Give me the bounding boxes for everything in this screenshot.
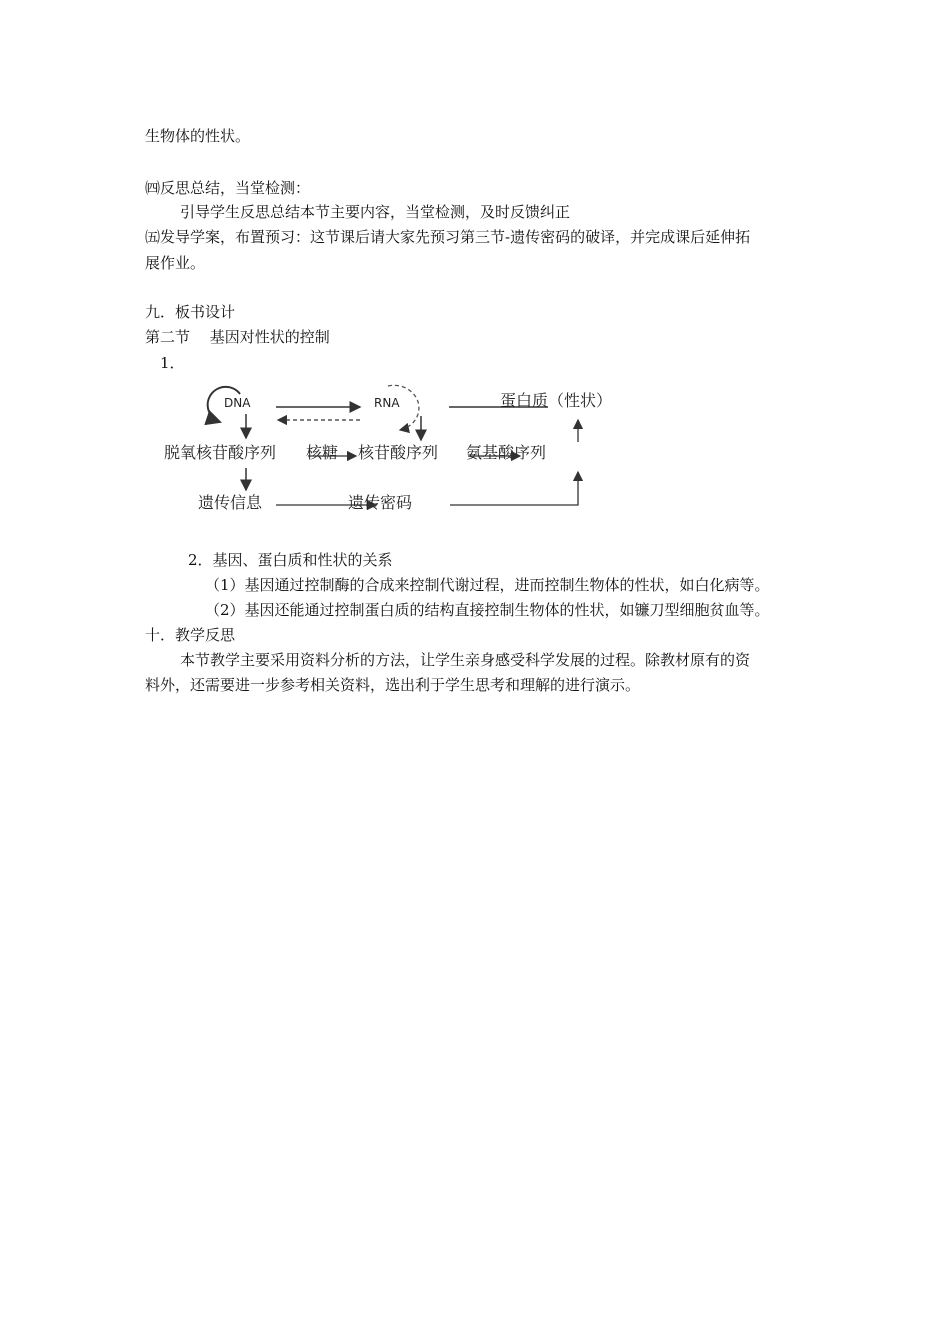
ribosome-label: 核糖: [306, 443, 339, 462]
section-ten-heading: 十．教学反思: [145, 626, 236, 644]
rna-label: RNA: [374, 396, 400, 410]
nucleotide-seq-label: 核苷酸序列: [358, 443, 439, 462]
gene-expression-diagram: [150, 372, 630, 522]
relation-point-2: （2）基因还能通过控制蛋白质的结构直接控制生物体的性状，如镰刀型细胞贫血等。: [205, 601, 770, 619]
relation-point-1: （1）基因通过控制酶的合成来控制代谢过程，进而控制生物体的性状，如白化病等。: [205, 576, 770, 594]
section-four-heading: ㈣反思总结，当堂检测：: [145, 179, 311, 197]
genetic-code-label: 遗传密码: [348, 493, 413, 512]
dna-label: DNA: [224, 396, 251, 410]
amino-acid-seq-label: 氨基酸序列: [466, 443, 547, 462]
section-nine-heading: 九．板书设计: [145, 303, 236, 321]
text-line-1: 生物体的性状。: [145, 127, 251, 145]
item-1-number: 1．: [160, 354, 185, 372]
lesson-title: 第二节 基因对性状的控制: [145, 328, 330, 346]
text-line-5: 展作业。: [145, 254, 206, 272]
deoxynucleotide-seq-label: 脱氧核苷酸序列: [164, 443, 277, 462]
reflection-line-2: 料外，还需要进一步参考相关资料，选出利于学生思考和理解的进行演示。: [145, 676, 641, 694]
code-to-amino-path: [450, 472, 578, 505]
genetic-info-label: 遗传信息: [198, 493, 263, 512]
section-five-heading: ㈤发导学案，布置预习：这节课后请大家先预习第三节-遗传密码的破译，并完成课后延伸拓: [145, 228, 751, 246]
item-2-heading: 2．基因、蛋白质和性状的关系: [188, 551, 393, 569]
text-line-3: 引导学生反思总结本节主要内容，当堂检测，及时反馈纠正: [180, 203, 571, 221]
reflection-line-1: 本节教学主要采用资料分析的方法，让学生亲身感受科学发展的过程。除教材原有的资: [180, 651, 751, 669]
protein-label: 蛋白质（性状）: [500, 391, 613, 410]
